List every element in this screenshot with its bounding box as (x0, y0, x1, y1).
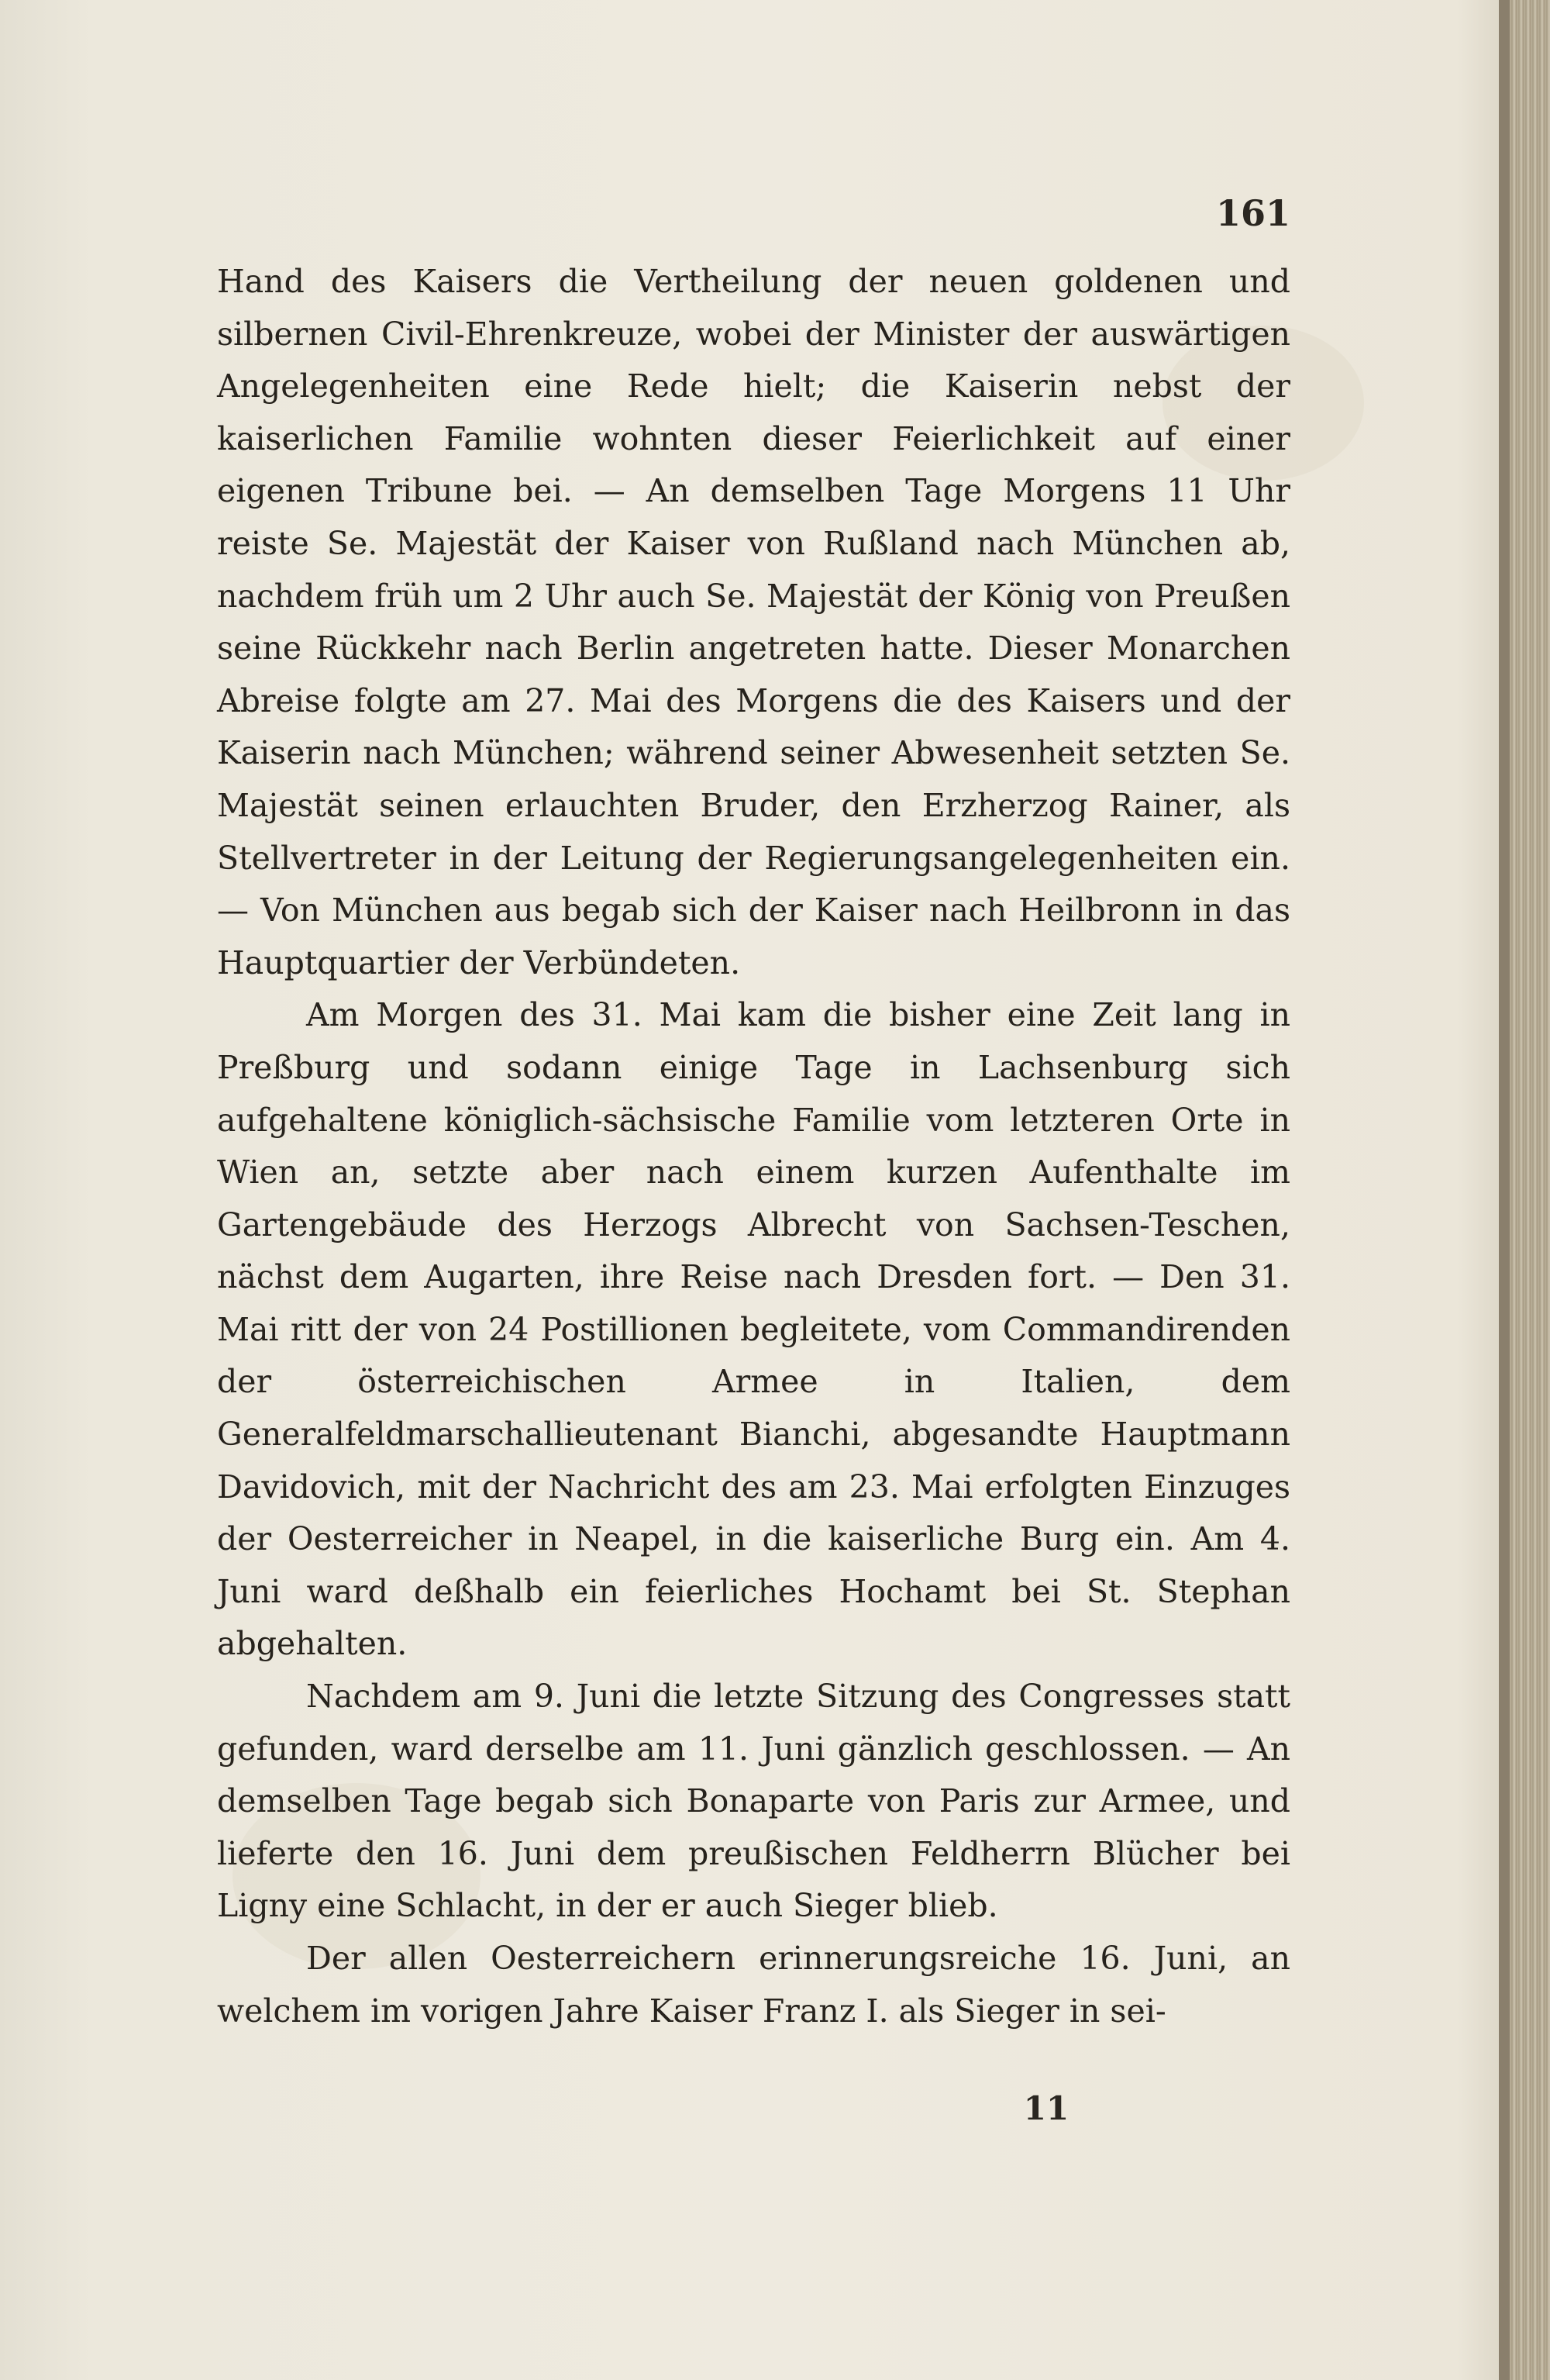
paragraph: Am Morgen des 31. Mai kam die bisher eine Zeit lang in Preßburg und sodann einige Tage in Lachsenburg sich aufgehaltene königlich-sächsische Familie vom letzteren Orte in Wien an, setzte aber nach einem kurzen Aufenthalte im Gartengebäude des Herzogs Albrecht von Sachsen-Teschen, nächst dem Augarten, ihre Reise nach Dresden fort. — Den 31. Mai ritt der von 24 Postillionen begleitete, vom Commandirenden der österreichischen Armee in Italien, dem Generalfeldmarschallieutenant Bianchi, abgesandte Hauptmann Davidovich, mit der Nachricht des am 23. Mai erfolgten Einzuges der Oesterreicher in Neapel, in die kaiserliche Burg ein. Am 4. Juni ward deßhalb ein feierliches Hochamt bei St. Stephan abgehalten. (217, 996, 1290, 1663)
signature-mark: 11 (1023, 2089, 1070, 2127)
paragraph: Der allen Oesterreichern erinnerungsreiche 16. Juni, an welchem im vorigen Jahre Kaiser Franz I. als Sieger in sei- (217, 1940, 1290, 2030)
page-number: 161 (1215, 192, 1290, 234)
gutter-shadow (1499, 0, 1510, 2380)
paragraph: Hand des Kaisers die Vertheilung der neuen goldenen und silbernen Civil-Ehrenkreuze, wobei der Minister der auswärtigen Angelegenheiten eine Rede hielt; die Kaiserin nebst der kaiserlichen Familie wohnten dieser Feierlichkeit auf einer eigenen Tribune bei. — An demselben Tage Morgens 11 Uhr reiste Se. Majestät der Kaiser von Rußland nach München ab, nachdem früh um 2 Uhr auch Se. Majestät der König von Preußen seine Rückkehr nach Berlin angetreten hatte. Dieser Monarchen Abreise folgte am 27. Mai des Morgens die des Kaisers und der Kaiserin nach München; während seiner Abwesenheit setzten Se. Majestät seinen erlauchten Bruder, den Erzherzog Rainer, als Stellvertreter in der Leitung der Regierungsangelegenheiten ein. — Von München aus begab sich der Kaiser nach Heilbronn in das Hauptquartier der Verbündeten. (217, 263, 1290, 981)
page-edge (1510, 0, 1550, 2380)
body-text (217, 256, 1290, 2037)
paragraph: Nachdem am 9. Juni die letzte Sitzung des Congresses statt gefunden, ward derselbe am 11. Juni gänzlich geschlossen. — An demselben Tage begab sich Bonaparte von Paris zur Armee, und lieferte den 16. Juni dem preußischen Feldherrn Blücher bei Ligny eine Schlacht, in der er auch Sieger blieb. (217, 1678, 1290, 1925)
